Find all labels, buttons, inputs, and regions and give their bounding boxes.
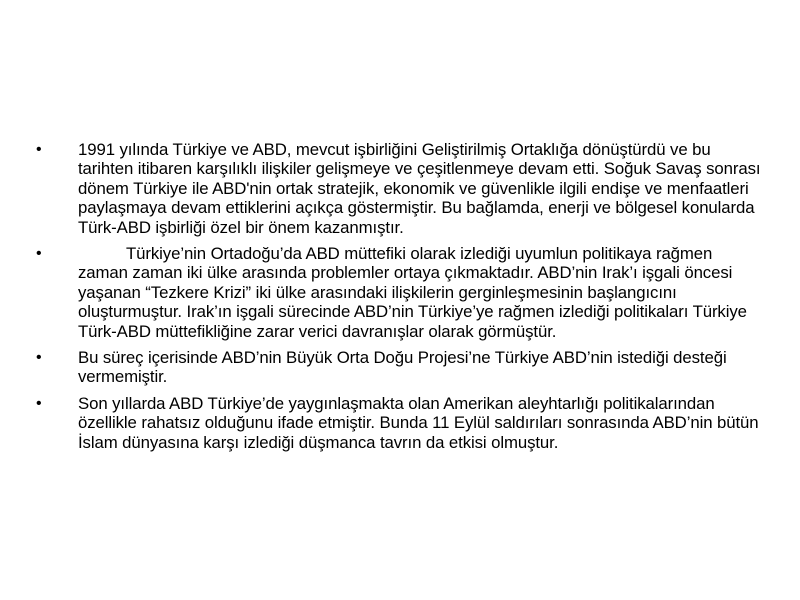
bullet-item-2: [36, 244, 764, 341]
bullet-item-1: [36, 140, 764, 237]
bullet-text: 1991 yılında Türkiye ve ABD, mevcut işbirliğini Geliştirilmiş Ortaklığa dönüştürdü ve bu tarihten itibaren karşılıklı ilişkiler gelişmeye ve çeşitlenmeye devam etti. Soğuk Savaş sonrası dönem Türkiye ile ABD'nin ortak stratejik, ekonomik ve güvenlikle ilgili endişe ve menfaatleri paylaşmaya devam ettiklerini açıkça göstermiştir. Bu bağlamda, enerji ve bölgesel konularda Türk-ABD işbirliği özel bir önem kazanmıştır.: [78, 140, 761, 237]
bullet-item-4: [36, 394, 764, 452]
bullet-item-3: [36, 348, 764, 387]
bullet-text: Son yıllarda ABD Türkiye’de yaygınlaşmakta olan Amerikan aleyhtarlığı politikalarından özellikle rahatsız olduğunu ifade etmiştir. Bunda 11 Eylül saldırıları sonrasında ABD’nin bütün İslam dünyasına karşı izlediği düşmanca tavrın da etkisi olmuştur.: [78, 393, 759, 452]
bullet-marker: •: [36, 394, 42, 412]
bullet-marker: •: [36, 245, 42, 263]
bullet-marker: •: [36, 349, 42, 367]
bullet-text: Bu süreç içerisinde ABD’nin Büyük Orta Doğu Projesi’ne Türkiye ABD’nin istediği desteği vermemiştir.: [78, 348, 727, 387]
bullet-text: Türkiye’nin Ortadoğu’da ABD müttefiki olarak izlediği uyumlun politikaya rağmen zaman zaman iki ülke arasında problemler ortaya çıkmaktadır. ABD’nin Irak’ı işgali öncesi yaşanan “Tezkere Krizi” iki ülke arasındaki ilişkilerin gerginleşmesinin başlangıcını oluşturmuştur. Irak’ın işgali sürecinde ABD’nin Türkiye’ye rağmen izlediği politikaları Türkiye Türk-ABD müttefikliğine zarar verici davranışlar olarak görmüştür.: [78, 244, 747, 341]
bullet-marker: •: [36, 141, 42, 158]
bullet-list: [36, 140, 764, 459]
